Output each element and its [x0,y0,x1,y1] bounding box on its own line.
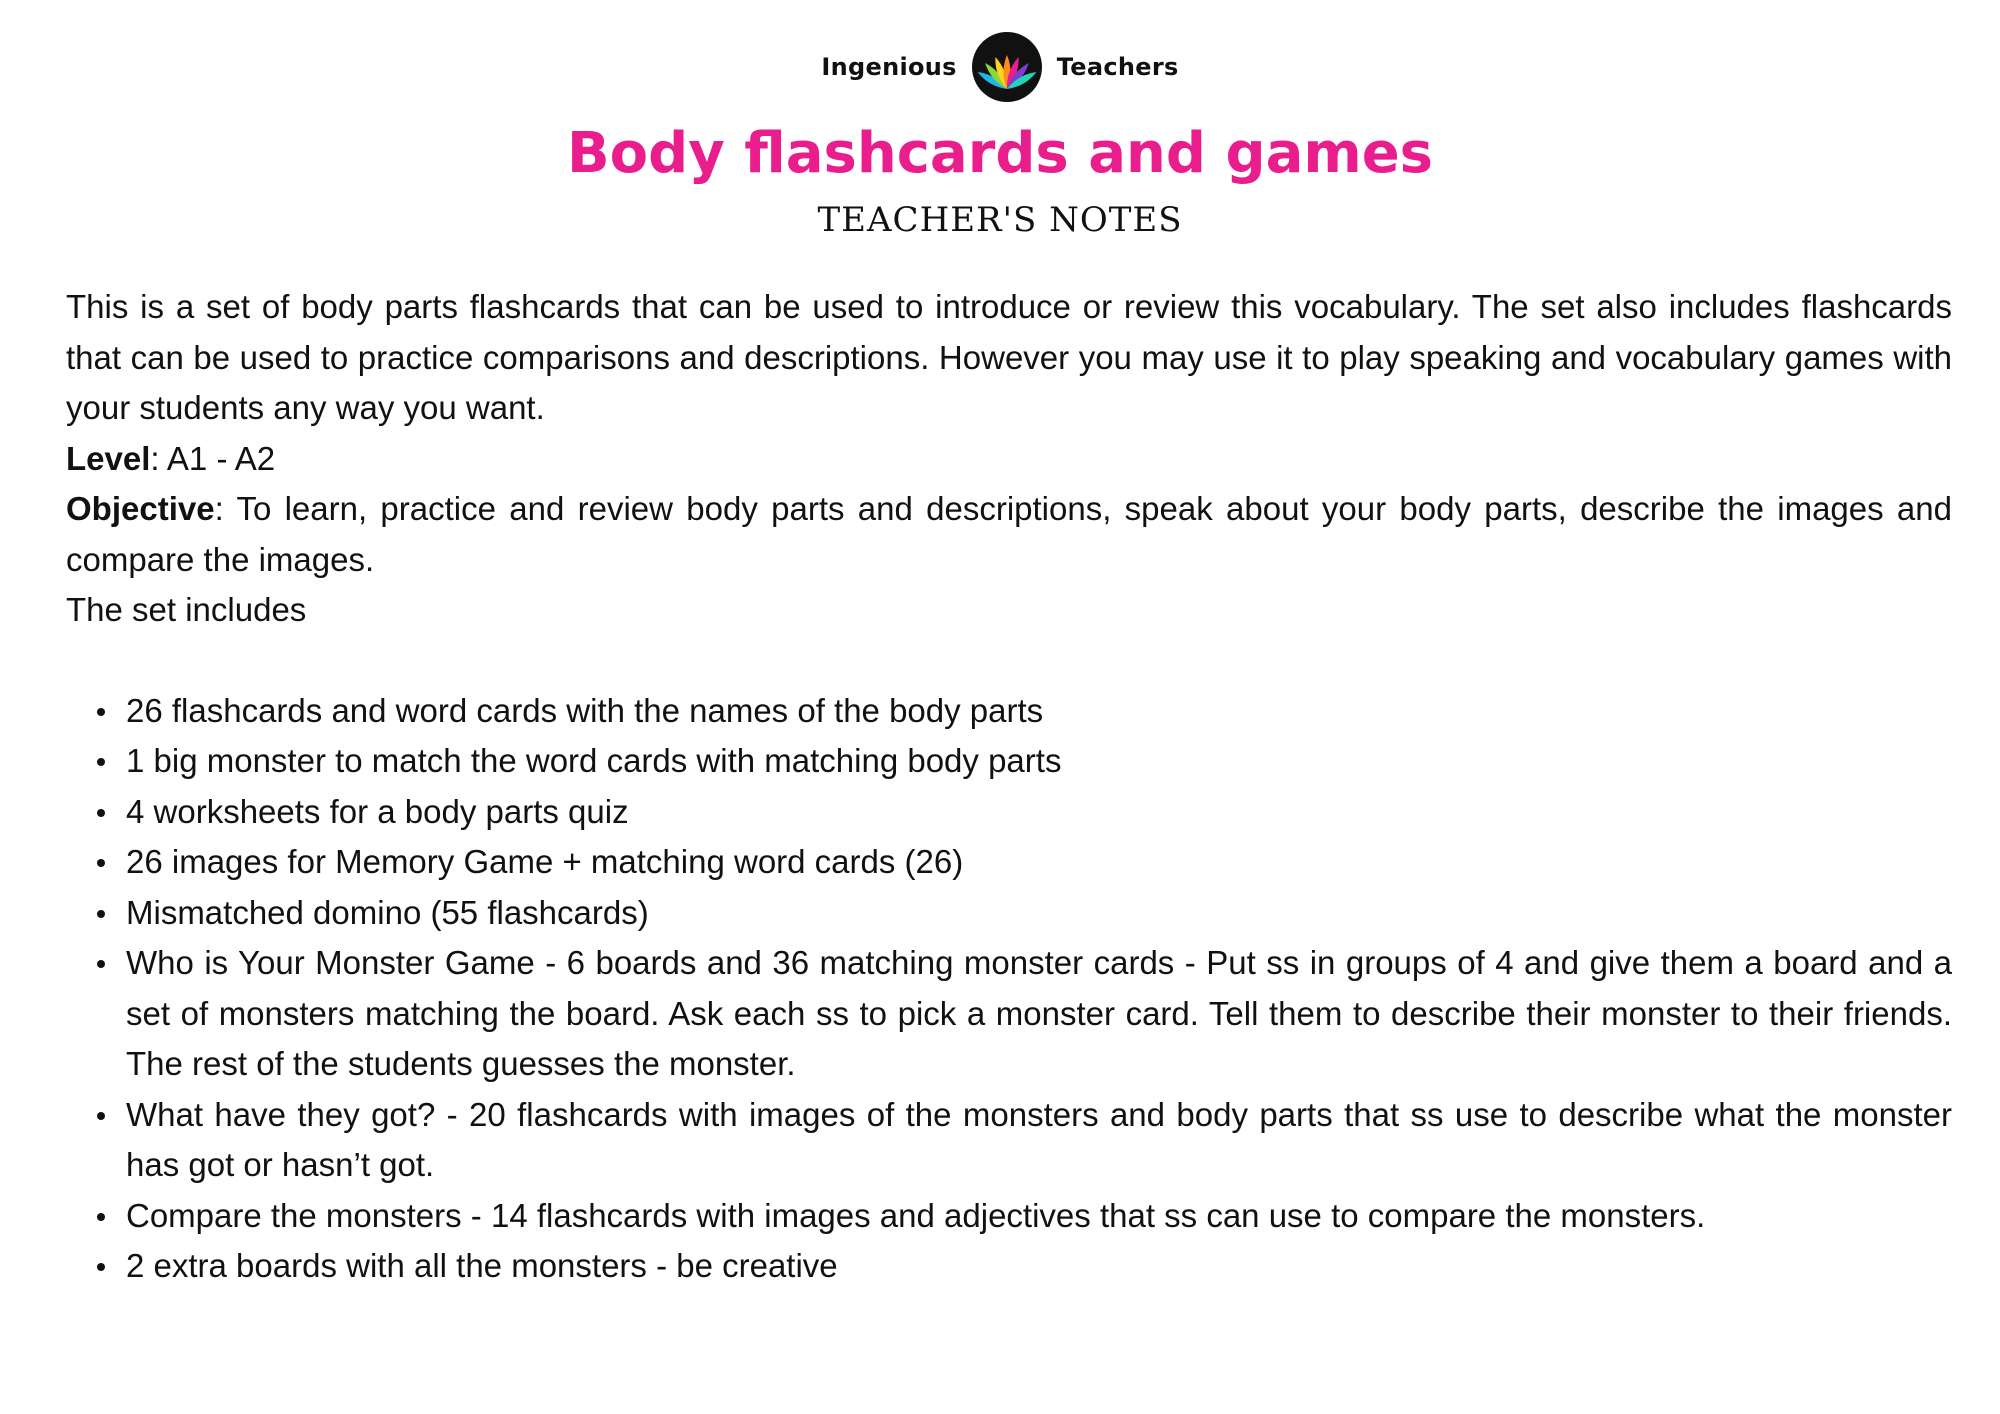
list-item: 1 big monster to match the word cards with matching body parts [126,736,1952,787]
brand-right-word: Teachers [1056,53,1179,81]
level-label: Level [66,439,151,477]
list-item: 26 flashcards and word cards with the names of the body parts [126,686,1952,737]
tree-logo-icon [971,31,1043,103]
level-value: : A1 - A2 [150,439,276,477]
objective-label: Objective [66,490,215,527]
notes-body [66,282,1952,1292]
list-item: What have they got? - 20 flashcards with images of the monsters and body parts that ss use to describe what the monster has got or hasn’t got. [126,1090,1952,1191]
intro-paragraph: This is a set of body parts flashcards that can be used to introduce or review this vocabulary. The set also includes flashcards that can be used to practice comparisons and descriptions. However you may use it to play speaking and vocabulary games with your students any way you want. [66,288,1952,426]
list-item: Mismatched domino (55 flashcards) [126,888,1952,939]
list-item: 4 worksheets for a body parts quiz [126,787,1952,838]
brand-left-word: Ingenious [821,53,957,81]
list-item: 26 images for Memory Game + matching word cards (26) [126,837,1952,888]
page-subtitle: TEACHER'S NOTES [817,200,1183,240]
included-items-list [66,686,1952,1292]
brand-logo-row [0,22,2000,112]
set-includes-label: The set includes [66,591,307,628]
document-header [0,22,2000,244]
list-item: Compare the monsters - 14 flashcards with images and adjectives that ss can use to compare the monsters. [126,1191,1952,1242]
level-line [66,434,1952,485]
list-item: 2 extra boards with all the monsters - be creative [126,1241,1952,1292]
objective-value: : To learn, practice and review body parts and descriptions, speak about your body parts, describe the images and compare the images. [66,490,1952,578]
spacer [66,636,1952,686]
list-item: Who is Your Monster Game - 6 boards and 36 matching monster cards - Put ss in groups of 4 and give them a board and a set of monsters matching the board. Ask each ss to pick a monster card. Tell them to describe their monster to their friends. The rest of the students guesses the monster. [126,938,1952,1090]
objective-line [66,484,1952,585]
page-title: Body flashcards and games [566,121,1434,186]
